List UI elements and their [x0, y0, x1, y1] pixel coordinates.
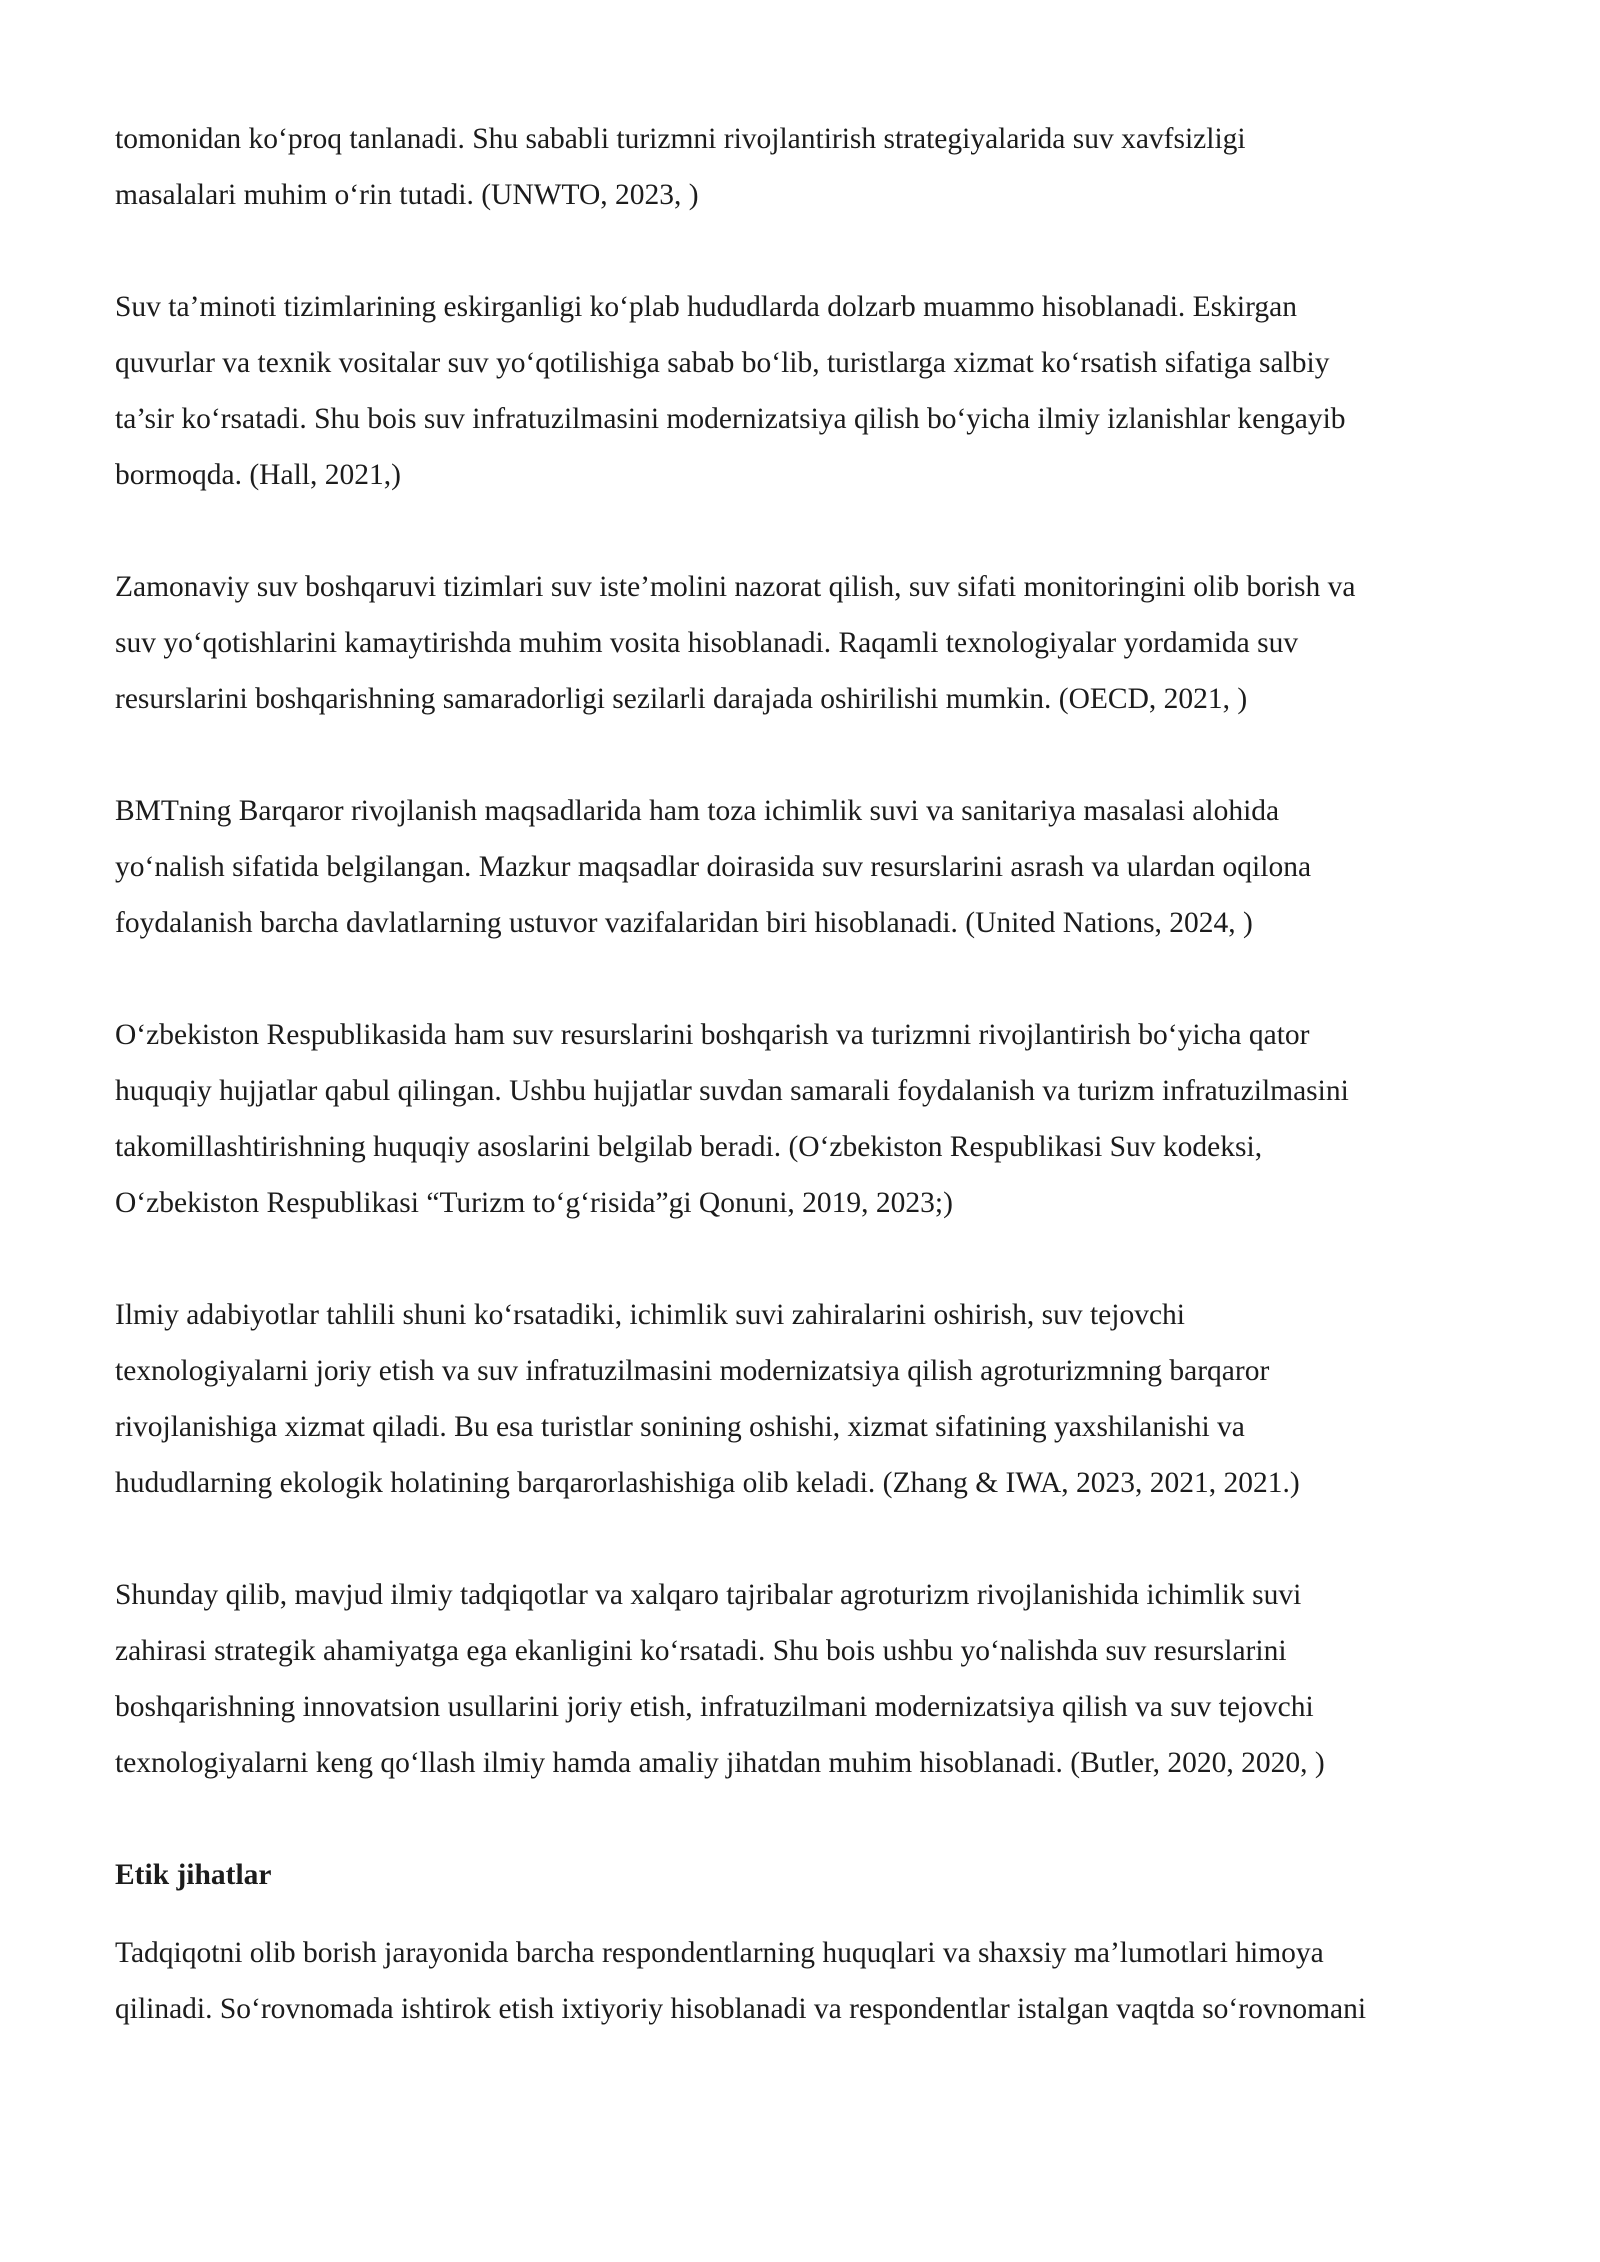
- paragraph-oecd: [115, 559, 1495, 727]
- paragraph-uzbekistan-law: [115, 1007, 1495, 1231]
- text-line: Shunday qilib, mavjud ilmiy tadqiqotlar va xalqaro tajribalar agroturizm rivojlanishida ichimlik suvi: [115, 1579, 1302, 1611]
- text-line: resurslarini boshqarishning samaradorligi sezilarli darajada oshirilishi mumkin. (OECD, 2021, ): [115, 683, 1248, 715]
- text-line: bormoqda. (Hall, 2021,): [115, 459, 401, 491]
- text-line: Zamonaviy suv boshqaruvi tizimlari suv iste’molini nazorat qilish, suv sifati monitoringini olib borish va: [115, 571, 1356, 603]
- text-line: ta’sir ko‘rsatadi. Shu bois suv infratuzilmasini modernizatsiya qilish bo‘yicha ilmiy izlanishlar kengayib: [115, 403, 1346, 435]
- text-line: qilinadi. So‘rovnomada ishtirok etish ixtiyoriy hisoblanadi va respondentlar istalgan vaqtda so‘rovnomani: [115, 1993, 1367, 2025]
- section-heading: Etik jihatlar: [115, 1859, 272, 1891]
- paragraph-hall: [115, 279, 1495, 503]
- text-line: tomonidan ko‘proq tanlanadi. Shu sababli turizmni rivojlantirish strategiyalarida suv xavfsizligi: [115, 123, 1246, 155]
- text-line: yo‘nalish sifatida belgilangan. Mazkur maqsadlar doirasida suv resurslarini asrash va ulardan oqilona: [115, 851, 1312, 883]
- paragraph-united-nations: [115, 783, 1495, 951]
- paragraph-unwto: [115, 111, 1495, 223]
- text-line: huquqiy hujjatlar qabul qilingan. Ushbu hujjatlar suvdan samarali foydalanish va turizm infratuzilmasini: [115, 1075, 1349, 1107]
- text-line: quvurlar va texnik vositalar suv yo‘qotilishiga sabab bo‘lib, turistlarga xizmat ko‘rsatish sifatiga salbiy: [115, 347, 1330, 379]
- text-line: boshqarishning innovatsion usullarini joriy etish, infratuzilmani modernizatsiya qilish va suv tejovchi: [115, 1691, 1314, 1723]
- text-line: texnologiyalarni keng qo‘llash ilmiy hamda amaliy jihatdan muhim hisoblanadi. (Butler, 2020, 2020, ): [115, 1747, 1325, 1779]
- text-line: Tadqiqotni olib borish jarayonida barcha respondentlarning huquqlari va shaxsiy ma’lumotlari himoya: [115, 1937, 1324, 1969]
- text-line: Suv ta’minoti tizimlarining eskirganligi ko‘plab hududlarda dolzarb muammo hisoblanadi. Eskirgan: [115, 291, 1297, 323]
- text-line: takomillashtirishning huquqiy asoslarini belgilab beradi. (O‘zbekiston Respublikasi Suv kodeksi,: [115, 1131, 1263, 1163]
- text-line: foydalanish barcha davlatlarning ustuvor vazifalaridan biri hisoblanadi. (United Nations, 2024, ): [115, 907, 1253, 939]
- paragraph-literature-analysis: [115, 1287, 1495, 1511]
- text-line: hududlarning ekologik holatining barqarorlashishiga olib keladi. (Zhang & IWA, 2023, 2021, 2021.): [115, 1467, 1300, 1499]
- text-line: O‘zbekiston Respublikasi “Turizm to‘g‘risida”gi Qonuni, 2019, 2023;): [115, 1187, 953, 1219]
- text-line: BMTning Barqaror rivojlanish maqsadlarida ham toza ichimlik suvi va sanitariya masalasi alohida: [115, 795, 1280, 827]
- text-line: Ilmiy adabiyotlar tahlili shuni ko‘rsatadiki, ichimlik suvi zahiralarini oshirish, suv tejovchi: [115, 1299, 1185, 1331]
- paragraph-conclusion: [115, 1567, 1495, 1791]
- document-body: [115, 111, 1495, 2093]
- paragraph-ethics: [115, 1925, 1495, 2037]
- text-line: texnologiyalarni joriy etish va suv infratuzilmasini modernizatsiya qilish agroturizmning barqaror: [115, 1355, 1270, 1387]
- text-line: zahirasi strategik ahamiyatga ega ekanligini ko‘rsatadi. Shu bois ushbu yo‘nalishda suv resurslarini: [115, 1635, 1287, 1667]
- text-line: suv yo‘qotishlarini kamaytirishda muhim vosita hisoblanadi. Raqamli texnologiyalar yordamida suv: [115, 627, 1299, 659]
- text-line: O‘zbekiston Respublikasida ham suv resurslarini boshqarish va turizmni rivojlantirish bo‘yicha qator: [115, 1019, 1310, 1051]
- text-line: masalalari muhim o‘rin tutadi. (UNWTO, 2023, ): [115, 179, 699, 211]
- text-line: rivojlanishiga xizmat qiladi. Bu esa turistlar sonining oshishi, xizmat sifatining yaxshilanishi va: [115, 1411, 1245, 1443]
